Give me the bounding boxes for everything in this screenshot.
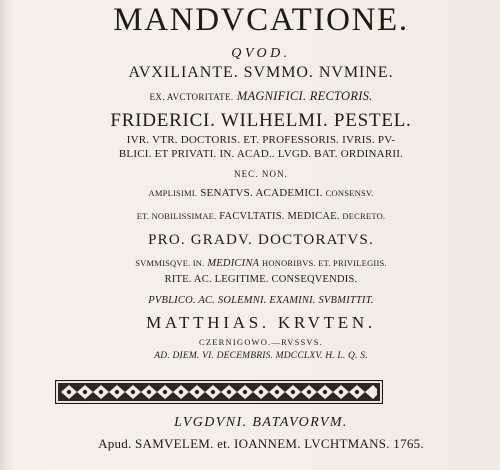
author-name: MATTHIAS. KRVTEN. [146,313,376,332]
decorative-ornament-band [55,380,383,404]
decreto-text: DECRETO. [342,211,386,221]
summisque-text: SVMMISQVE. IN. [135,258,205,268]
amplisimi-text: AMPLISIMI. [148,188,198,198]
line-auxiliante: AVXILIANTE. SVMMO. NVMINE. [128,64,394,81]
line-quod: QVOD. [231,46,291,61]
facultatis-medicae-text: FACVLTATIS. MEDICAE. [219,211,340,222]
line-publico: PVBLICO. AC. SOLEMNI. EXAMINI. SVBMITTIT. [148,295,374,306]
imprint-publisher: Apud. SAMVELEM. et. IOANNEM. LVCHTMANS. 1765. [98,436,424,451]
honoribus-text: HONORIBVS. ET. PRIVILEGIIS. [262,258,387,268]
line-summisque [22,258,500,269]
line-nec-non: NEC. NON. [234,169,288,179]
medicina-text: MEDICINA [207,258,260,269]
title-word: MANDVCATIONE. [113,2,409,38]
line-ex-auctoritate [22,89,500,104]
consensu-text: CONSENSV. [325,188,374,198]
rector-title-line-2: BLICI. ET PRIVATI. IN. ACAD.. LVGD. BAT. ORDINARII. [118,148,404,160]
senatus-academici-text: SENATVS. ACADEMICI. [200,187,323,199]
imprint-place: LVGDVNI. BATAVORVM. [174,415,348,430]
line-date: AD. DIEM. VI. DECEMBRIS. MDCCLXV. H. L. Q. S. [154,351,368,361]
rector-title-line-1: IVR. VTR. DOCTORIS. ET. PROFESSORIS. IVRIS. PV- [126,134,396,146]
line-facultatis [22,211,500,222]
ex-auctoritate-text: EX. AVCTORITATE. [149,92,234,102]
line-pro-gradu: PRO. GRADV. DOCTORATVS. [148,232,374,248]
line-rite: RITE. AC. LEGITIME. CONSEQVENDIS. [164,274,358,285]
magnifici-rectoris-text: MAGNIFICI. RECTORIS. [236,89,373,103]
rector-name: FRIDERICI. WILHELMI. PESTEL. [110,110,412,131]
author-origin: CZERNIGOWO.—RVSSVS. [199,337,323,347]
line-senatus [22,187,500,199]
nobilissimae-text: ET. NOBILISSIMAE. [136,211,217,221]
